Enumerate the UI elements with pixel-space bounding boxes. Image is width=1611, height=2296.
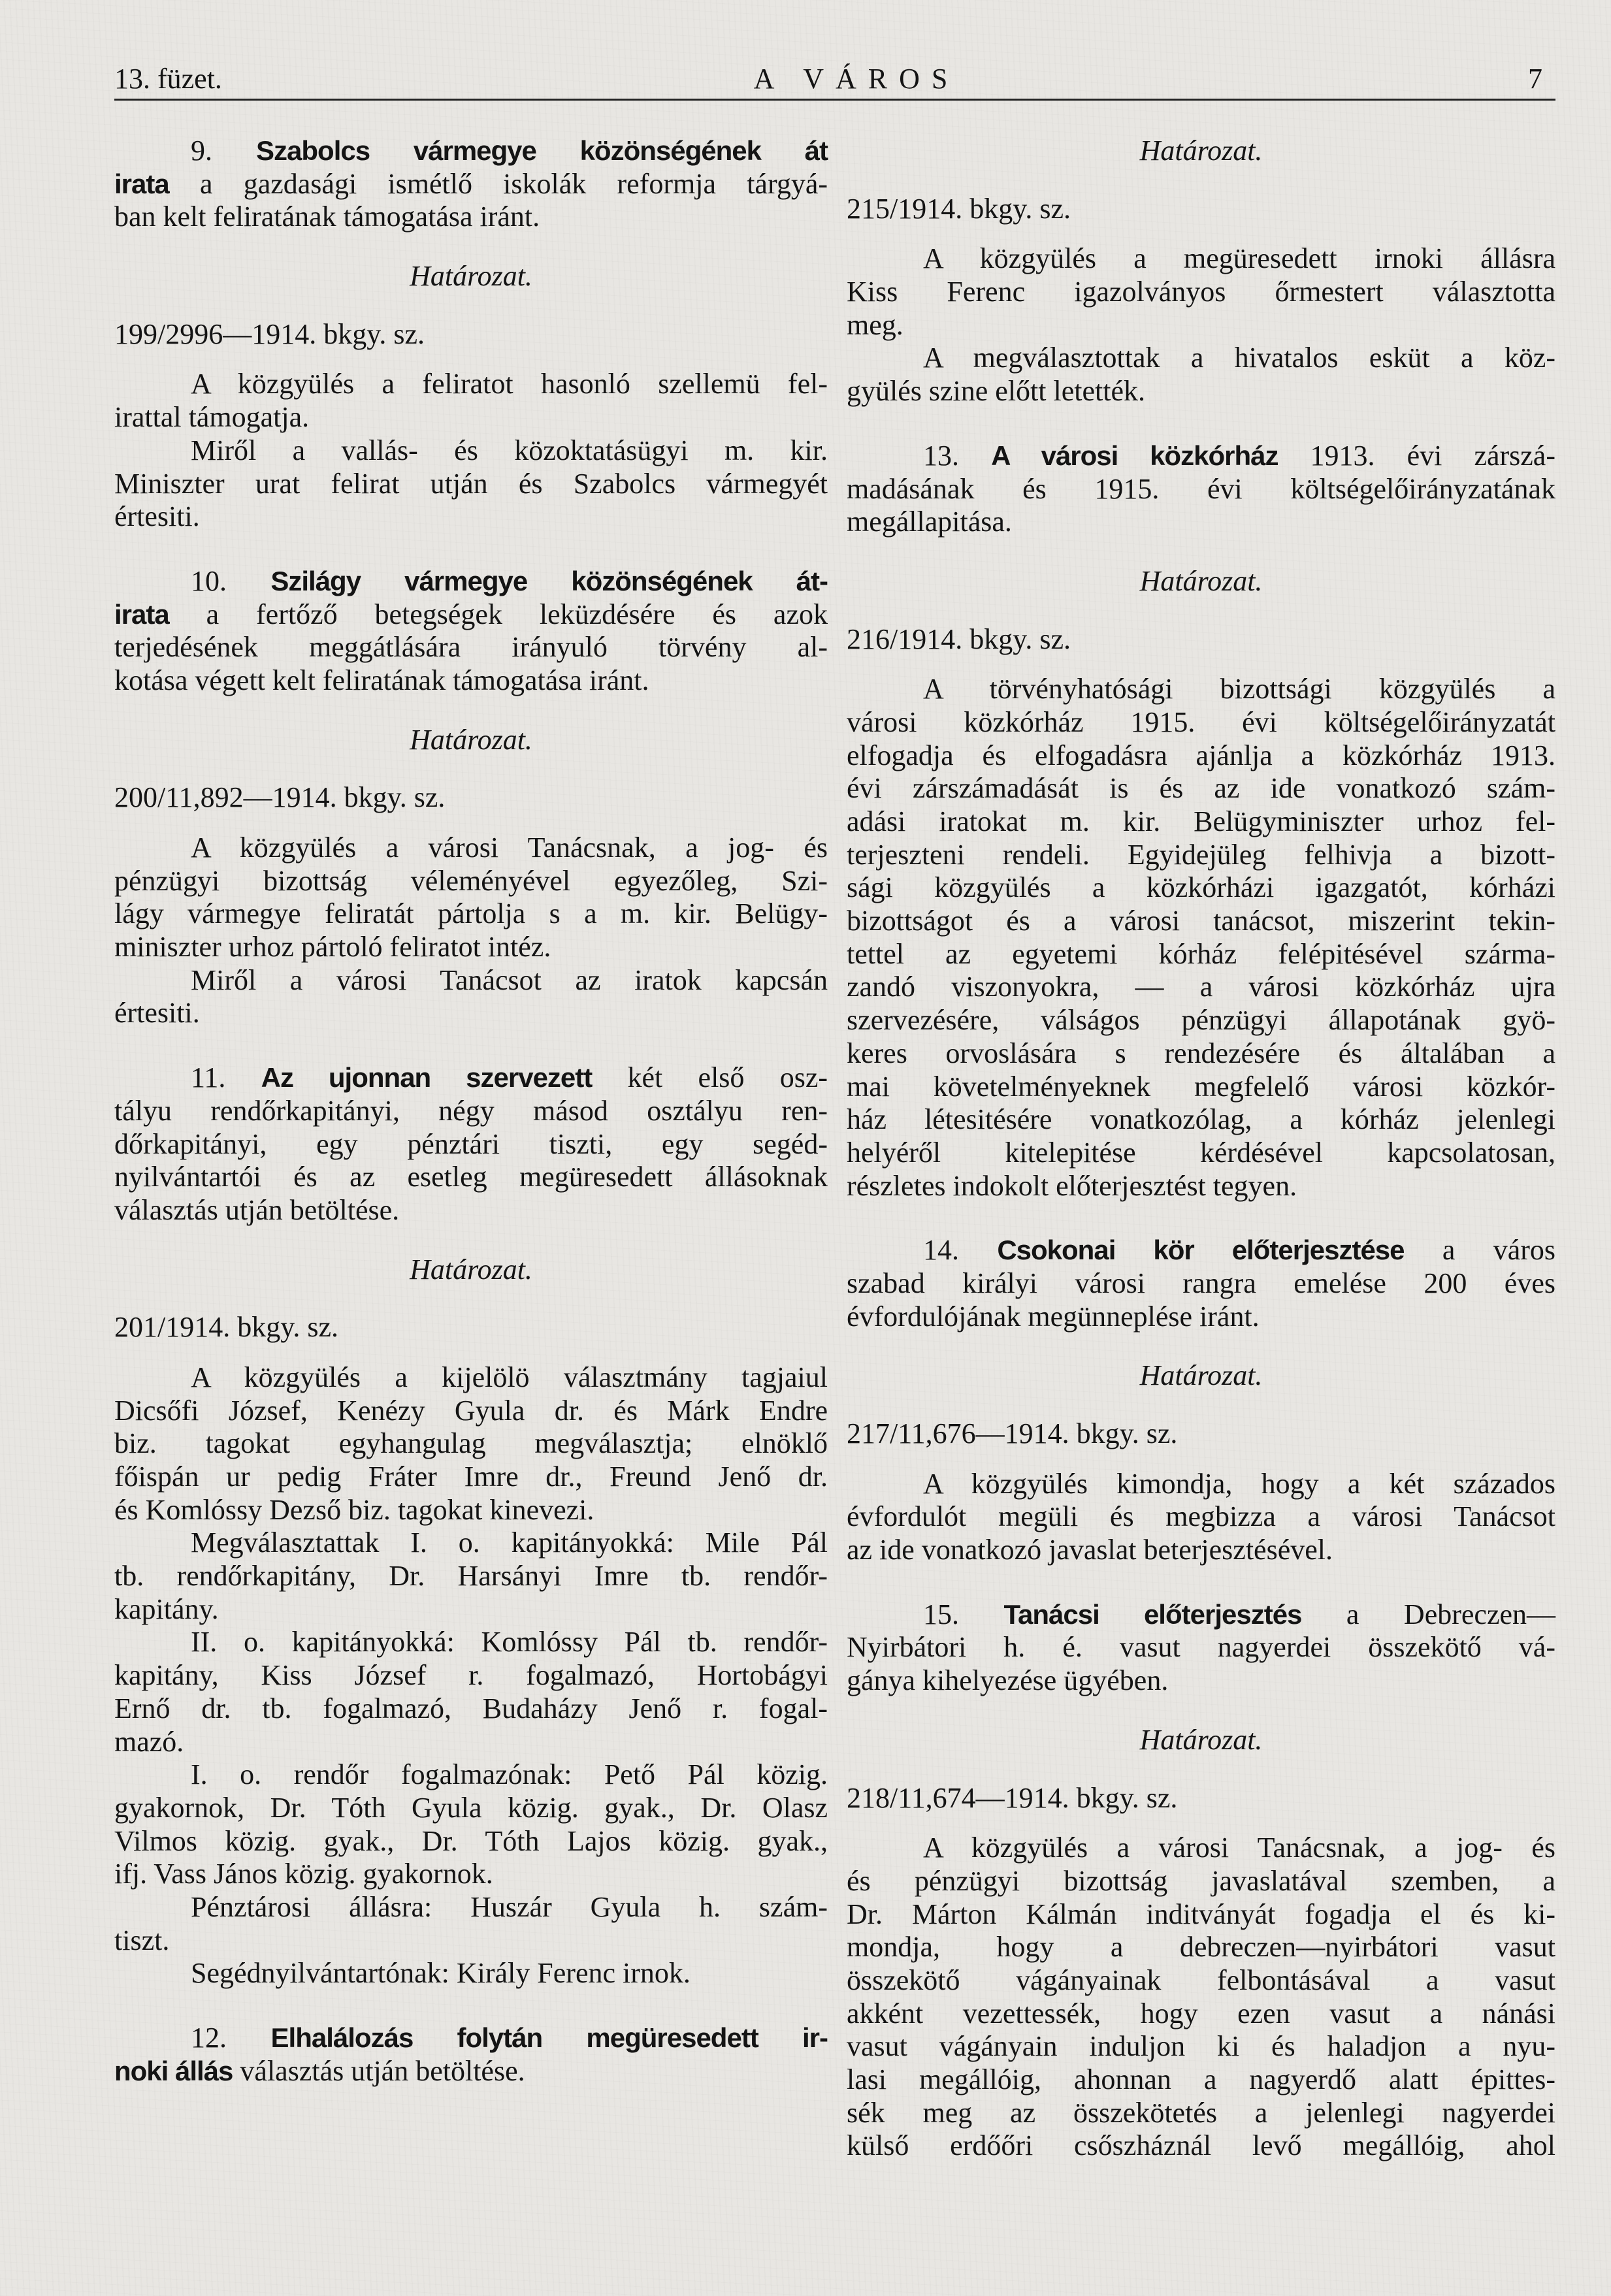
issue-number: 13. füzet. [114, 63, 222, 95]
text-line: zandó viszonyokra, — a városi közkórház ujra [847, 971, 1555, 1003]
text-line: Határozat. [410, 1253, 532, 1285]
text-line: miniszter urhoz pártoló feliratot intéz. [114, 931, 551, 963]
text-line [847, 1598, 1555, 1632]
text-line: II. o. kapitányokká: Komlóssy Pál tb. rendőr- [191, 1626, 828, 1658]
text-line [114, 1061, 828, 1095]
bold-title-text: irata [114, 598, 169, 630]
agenda-item-heading [114, 565, 828, 698]
text-segment: 1913. évi zárszá- [1278, 439, 1555, 472]
text-segment: 14. [923, 1234, 998, 1267]
bold-title-text: irata [114, 168, 169, 199]
paragraph [114, 1361, 828, 1527]
text-line [847, 440, 1555, 473]
agenda-item-heading [847, 1234, 1555, 1333]
text-line: keres orvoslására s rendezésére és általában a [847, 1037, 1555, 1069]
resolution-label [847, 565, 1555, 598]
text-line [114, 2022, 828, 2055]
text-line: mondja, hogy a debreczen—nyirbátori vasut [847, 1931, 1555, 1964]
text-line [114, 598, 828, 632]
text-line: A közgyülés a megüresedett irnoki állásra [923, 242, 1555, 275]
text-line: főispán ur pedig Fráter Imre dr., Freund Jenő dr. [114, 1461, 828, 1493]
text-line: A törvényhatósági bizottsági közgyülés a [923, 673, 1555, 705]
text-segment: 11. [191, 1061, 261, 1094]
text-line: tb. rendőrkapitány, Dr. Harsányi Imre tb. rendőr- [114, 1560, 828, 1593]
text-line: évi zárszámadását is és az ide vonatkozó szám- [847, 772, 1555, 805]
text-line: ban kelt feliratának támogatása iránt. [114, 201, 540, 233]
text-line: elfogadja és elfogadásra ajánlja a közkórház 1913. [847, 739, 1555, 771]
text-line: Határozat. [1139, 1359, 1263, 1392]
text-segment: a Debreczen— [1301, 1598, 1556, 1630]
text-line: 201/1914. bkgy. sz. [114, 1311, 339, 1344]
text-line: évfordulójának megünneplése iránt. [847, 1300, 1260, 1333]
resolution-number [847, 1782, 1555, 1815]
text-line: megállapitása. [847, 506, 1012, 538]
resolution-label [114, 724, 828, 757]
text-line: Miniszter urat felirat utján és Szabolcs vármegyét [114, 467, 828, 500]
text-line: pénzügyi bizottság véleményével egyezőleg, Szi- [114, 864, 828, 897]
text-line: összekötő vágányainak felbontásával a vasut [847, 1964, 1555, 1996]
paragraph [847, 1468, 1555, 1567]
bold-title-text: Elhalálozás folytán megüresedett ir- [270, 2022, 828, 2053]
text-line: Nyirbátori h. é. vasut nagyerdei összekötő vá- [847, 1631, 1555, 1664]
right-column [847, 135, 1555, 2163]
text-line: gyakornok, Dr. Tóth Gyula közig. gyak., Dr. Olasz [114, 1791, 828, 1824]
resolution-number [847, 623, 1555, 656]
text-line: az ide vonatkozó javaslat beterjesztésével. [847, 1534, 1333, 1566]
text-line: madásának és 1915. évi költségelőirányzatának [847, 472, 1555, 505]
text-line: 200/11,892—1914. bkgy. sz. [114, 781, 446, 814]
text-line: A közgyülés a feliratot hasonló szellemü fel- [191, 368, 828, 400]
text-line [114, 565, 828, 598]
text-line: irattal támogatja. [114, 401, 310, 434]
paragraph [114, 1957, 828, 1990]
bold-title-text: Az ujonnan szervezett [261, 1062, 593, 1093]
text-line: ifj. Vass János közig. gyakornok. [114, 1858, 493, 1890]
paragraph [114, 1626, 828, 1758]
text-line: tályu rendőrkapitányi, négy másod osztályu ren- [114, 1094, 828, 1127]
text-segment: a fertőző betegségek leküzdésére és azok [169, 598, 828, 630]
agenda-item-heading [847, 440, 1555, 539]
text-line: Megválasztattak I. o. kapitányokká: Mile Pál [191, 1527, 828, 1559]
text-line: A közgyülés a kijelölö választmány tagjaiul [191, 1361, 828, 1393]
text-segment: 13. [923, 439, 992, 472]
page-number: 7 [1528, 63, 1542, 95]
text-line: 199/2996—1914. bkgy. sz. [114, 317, 425, 350]
resolution-label [114, 260, 828, 293]
text-segment: a város [1404, 1234, 1556, 1267]
text-segment: 10. [191, 564, 271, 597]
text-line: A közgyülés kimondja, hogy a két százados [923, 1467, 1555, 1500]
text-line: bizottságot és a városi tanácsot, miszerint tekin- [847, 905, 1555, 937]
text-line: terjeszteni rendeli. Egyidejüleg felhivja a bizott- [847, 838, 1555, 871]
text-line: Segédnyilvántartónak: Király Ferenc irnok. [191, 1957, 691, 1990]
text-segment: a gazdasági ismétlő iskolák reformja tárgyá- [169, 167, 828, 200]
text-line: Vilmos közig. gyak., Dr. Tóth Lajos közig. gyak., [114, 1824, 828, 1857]
text-segment: két első osz- [592, 1061, 828, 1094]
text-line: mazó. [114, 1725, 184, 1758]
text-line: Határozat. [1139, 135, 1263, 167]
paragraph [114, 368, 828, 434]
text-line: értesiti. [114, 997, 200, 1029]
text-segment: 12. [191, 2022, 271, 2054]
text-line: Ernő dr. tb. fogalmazó, Budaházy Jenő r. fogal- [114, 1692, 828, 1724]
text-line: terjedésének meggátlására irányuló törvény al- [114, 631, 828, 664]
agenda-item-heading [114, 2022, 828, 2088]
text-line: évfordulót megüli és megbizza a városi Tanácsot [847, 1500, 1555, 1533]
resolution-number [114, 1311, 828, 1344]
text-line [114, 2055, 828, 2088]
text-line: kapitány, Kiss József r. fogalmazó, Hortobágyi [114, 1659, 828, 1692]
paragraph [114, 1758, 828, 1891]
bold-title-text: Szilágy vármegye közönségének át- [270, 565, 828, 596]
resolution-number [114, 318, 828, 351]
paragraph [114, 1891, 828, 1957]
paragraph [114, 964, 828, 1030]
text-line: és pénzügyi bizottság javaslatával szemben, a [847, 1864, 1555, 1897]
text-line: A megválasztottak a hivatalos esküt a köz- [923, 342, 1555, 374]
text-line: lágy vármegye feliratát pártolja s a m. kir. Belügy- [114, 897, 828, 930]
text-line: Dr. Márton Kálmán inditványát fogadja el és ki- [847, 1898, 1555, 1930]
resolution-number [114, 781, 828, 815]
text-line: A közgyülés a városi Tanácsnak, a jog- és [191, 832, 828, 864]
text-line: Miről a vallás- és közoktatásügyi m. kir. [191, 434, 828, 466]
text-line: és Komlóssy Dezső biz. tagokat kinevezi. [114, 1493, 594, 1526]
resolution-label [847, 1359, 1555, 1393]
text-line: vasut vágányain induljon ki és haladjon a nyu- [847, 2030, 1555, 2063]
text-line: dőrkapitányi, egy pénztári tiszti, egy segéd- [114, 1127, 828, 1160]
text-segment: 9. [191, 135, 257, 167]
bold-title-text: A városi közkórház [991, 440, 1278, 471]
text-line: kotása végett kelt feliratának támogatása iránt. [114, 664, 649, 696]
text-line: gyülés szine előtt letették. [847, 375, 1145, 408]
text-line: A közgyülés a városi Tanácsnak, a jog- és [923, 1832, 1555, 1864]
header-rule [114, 99, 1555, 101]
text-line: Határozat. [1139, 1723, 1263, 1756]
text-line: lasi megállóig, ahonnan a nagyerdő alatt épittes- [847, 2063, 1555, 2095]
text-line [114, 168, 828, 201]
text-line: Kiss Ferenc igazolványos őrmestert választotta [847, 276, 1555, 308]
paragraph [847, 1832, 1555, 2163]
text-line: szabad királyi városi rangra emelése 200 éves [847, 1267, 1555, 1299]
text-line: nyilvántartói és az esetleg megüresedett állásoknak [114, 1161, 828, 1193]
paragraph [847, 242, 1555, 342]
text-line: akként vezettessék, hogy ezen vasut a nánási [847, 1997, 1555, 2029]
text-line: helyéről kitelepitése kérdésével kapcsolatosan, [847, 1136, 1555, 1169]
text-line: 216/1914. bkgy. sz. [847, 623, 1071, 655]
text-line: szervezésére, válságos pénzügyi állapotának gyö- [847, 1004, 1555, 1037]
text-line: külső erdőőri csőszháznál levő megállóig, ahol [847, 2129, 1555, 2162]
text-line [114, 135, 828, 168]
text-line: Határozat. [1139, 564, 1263, 597]
paragraph [114, 434, 828, 534]
text-line: 215/1914. bkgy. sz. [847, 192, 1071, 225]
text-line: Határozat. [410, 260, 532, 293]
text-line: sági közgyülés a közkórházi igazgatót, kórházi [847, 871, 1555, 904]
bold-title-text: noki állás [114, 2055, 233, 2086]
text-line: tiszt. [114, 1924, 170, 1956]
text-line: adási iratokat m. kir. Belügyminiszter urhoz fel- [847, 805, 1555, 837]
resolution-label [847, 135, 1555, 168]
text-line [847, 1234, 1555, 1267]
text-line: 217/11,676—1914. bkgy. sz. [847, 1417, 1178, 1449]
paragraph [114, 1527, 828, 1626]
text-line: részletes indokolt előterjesztést tegyen. [847, 1169, 1297, 1202]
text-line: sék meg az összekötetés a jelenlegi nagyerdei [847, 2096, 1555, 2129]
text-line: gánya kihelyezése ügyében. [847, 1664, 1169, 1697]
page-header [114, 62, 1555, 99]
text-line: 218/11,674—1914. bkgy. sz. [847, 1781, 1178, 1814]
text-line: biz. tagokat egyhangulag megválasztja; elnöklő [114, 1427, 828, 1460]
text-line: I. o. rendőr fogalmazónak: Pető Pál közig. [191, 1758, 828, 1791]
paragraph [847, 673, 1555, 1203]
bold-title-text: Szabolcs vármegye közönségének át [256, 135, 828, 166]
resolution-number [847, 1417, 1555, 1451]
text-line: Pénztárosi állásra: Huszár Gyula h. szám- [191, 1890, 828, 1923]
journal-title: A VÁROS [753, 63, 960, 95]
text-line: meg. [847, 308, 903, 341]
left-column [114, 135, 828, 2088]
text-line: mai követelményeknek megfelelő városi közkór- [847, 1070, 1555, 1103]
bold-title-text: Csokonai kör előterjesztése [997, 1235, 1405, 1266]
agenda-item-heading [114, 1061, 828, 1227]
text-line: értesiti. [114, 500, 200, 533]
resolution-label [114, 1253, 828, 1287]
text-line: kapitány. [114, 1593, 219, 1625]
agenda-item-heading [114, 135, 828, 234]
text-line: tettel az egyetemi kórház felépitésével szárma- [847, 937, 1555, 970]
resolution-number [847, 193, 1555, 226]
text-line: ház létesitésére vonatkozólag, a kórház jelenlegi [847, 1103, 1555, 1136]
text-line: választás utján betöltése. [114, 1193, 400, 1226]
agenda-item-heading [847, 1598, 1555, 1698]
text-segment: 15. [923, 1598, 1004, 1630]
text-line: városi közkórház 1915. évi költségelőirányzatát [847, 705, 1555, 738]
text-line: Dicsőfi József, Kenézy Gyula dr. és Márk Endre [114, 1394, 828, 1427]
bold-title-text: Tanácsi előterjesztés [1003, 1598, 1302, 1630]
resolution-label [847, 1724, 1555, 1757]
text-line: Határozat. [410, 723, 532, 756]
text-segment: választás utján betöltése. [233, 2054, 525, 2087]
text-line: Miről a városi Tanácsot az iratok kapcsán [191, 963, 828, 996]
paragraph [847, 342, 1555, 408]
paragraph [114, 832, 828, 964]
